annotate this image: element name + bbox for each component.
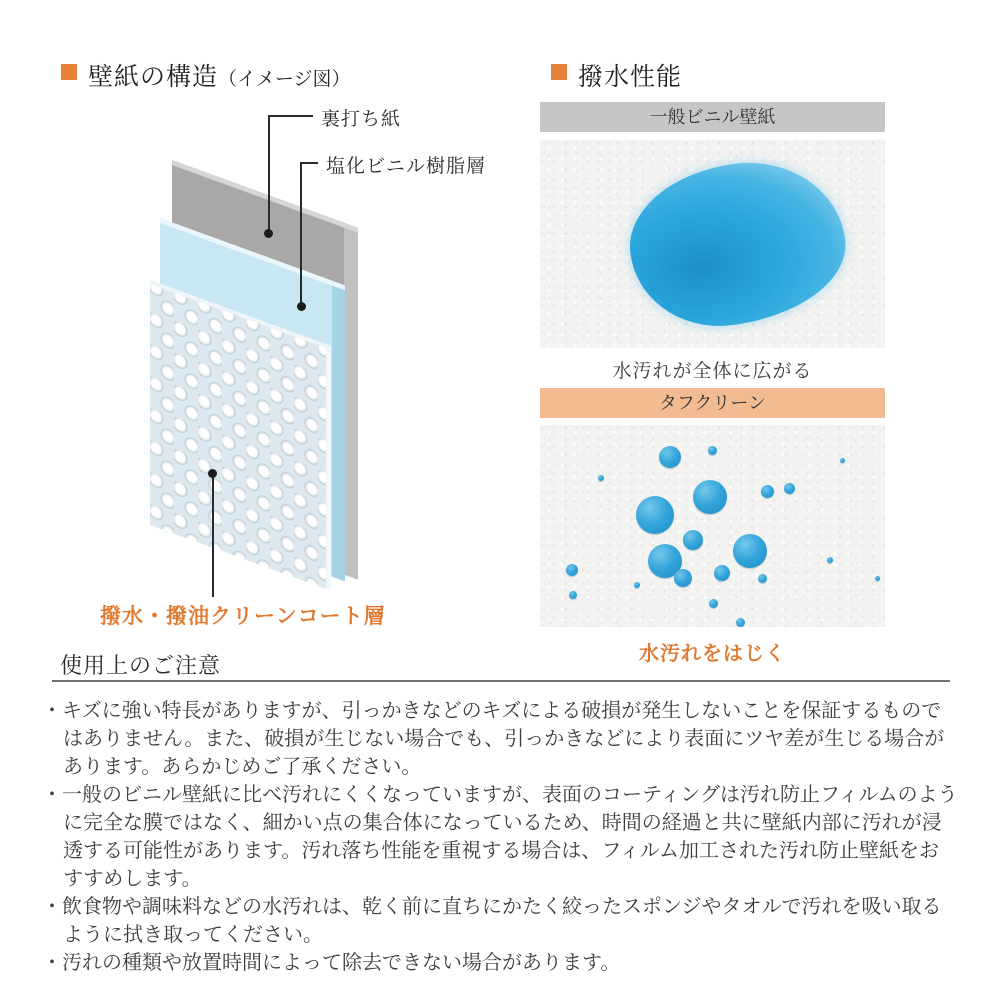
notice-item: ・汚れの種類や放置時間によって除去できない場合があります。 — [42, 952, 621, 974]
caption-repels-water: 水汚れをはじく — [639, 643, 786, 665]
water-droplet — [758, 574, 767, 583]
leader-line — [300, 162, 302, 306]
water-droplet — [659, 446, 681, 468]
leader-line — [300, 162, 318, 164]
water-droplet — [634, 582, 640, 588]
section-title-structure — [88, 57, 350, 93]
notice-item: ・キズに強い特長がありますが、引っかきなどのキズによる破損が発生しないことを保証するものではありません。また、破損が生じない場合でも、引っかきなどにより表面にツヤ差が生じる場合があります。あらかじめご了承ください。 — [42, 700, 945, 778]
water-droplet — [693, 480, 727, 514]
water-droplet — [598, 475, 604, 481]
vinyl-resin-side — [332, 281, 345, 582]
leader-dot — [208, 469, 217, 478]
water-stain-blob — [622, 153, 853, 335]
leader-dot — [297, 302, 306, 311]
water-droplet — [569, 591, 577, 599]
section-title-water-repellency: 撥水性能 — [578, 63, 683, 91]
water-droplet — [709, 599, 718, 608]
photo-water-beading — [540, 425, 885, 627]
caption-water-spreads: 水汚れが全体に広がる — [612, 361, 813, 382]
orange-square-icon — [551, 64, 567, 80]
leader-line — [268, 115, 313, 117]
water-droplet — [733, 534, 767, 568]
water-droplet — [708, 446, 717, 455]
clean-coat-side — [326, 344, 331, 591]
structure-title-sub: （イメージ図） — [218, 69, 351, 90]
label-backing-paper: 裏打ち紙 — [321, 109, 402, 130]
notice-item: ・一般のビニル壁紙に比べ汚れにくくなっていますが、表面のコーティングは汚れ防止フィルムのように完全な膜ではなく、細かい点の集合体になっているため、時間の経過と共に壁紙内部に汚れが浸透する可能性があります。汚れ落ち性能を重視する場合は、フィルム加工された汚れ防止壁紙をおすすめします。 — [42, 784, 958, 890]
leader-line — [268, 115, 270, 233]
water-droplet — [736, 618, 745, 627]
water-droplet — [674, 569, 692, 587]
panel-header-generic-vinyl: 一般ビニル壁紙 — [540, 102, 885, 132]
water-droplet — [827, 557, 833, 563]
water-droplet — [784, 483, 795, 494]
water-droplet — [566, 564, 578, 576]
panel-header-tough-clean: タフクリーン — [540, 388, 885, 418]
photo-water-spreading — [540, 140, 885, 348]
structure-title-main: 壁紙の構造 — [88, 63, 219, 91]
water-droplet — [875, 576, 880, 581]
water-droplet — [683, 530, 703, 550]
orange-square-icon — [61, 64, 77, 80]
label-clean-coat-layer: 撥水・撥油クリーンコート層 — [100, 605, 386, 628]
usage-notes-list — [42, 697, 958, 977]
label-vinyl-resin-layer: 塩化ビニル樹脂層 — [326, 156, 487, 177]
water-droplet — [840, 458, 845, 463]
water-droplet — [636, 496, 674, 534]
water-droplet — [714, 565, 730, 581]
water-droplet — [761, 485, 774, 498]
notice-item: ・飲食物や調味料などの水汚れは、乾く前に直ちにかたく絞ったスポンジやタオルで汚れを吸い取るように拭き取ってください。 — [42, 896, 942, 946]
notes-heading: 使用上のご注意 — [60, 653, 222, 678]
leader-line — [212, 473, 214, 597]
leader-dot — [264, 229, 273, 238]
notes-divider — [52, 680, 950, 682]
backing-paper-side — [344, 223, 358, 580]
